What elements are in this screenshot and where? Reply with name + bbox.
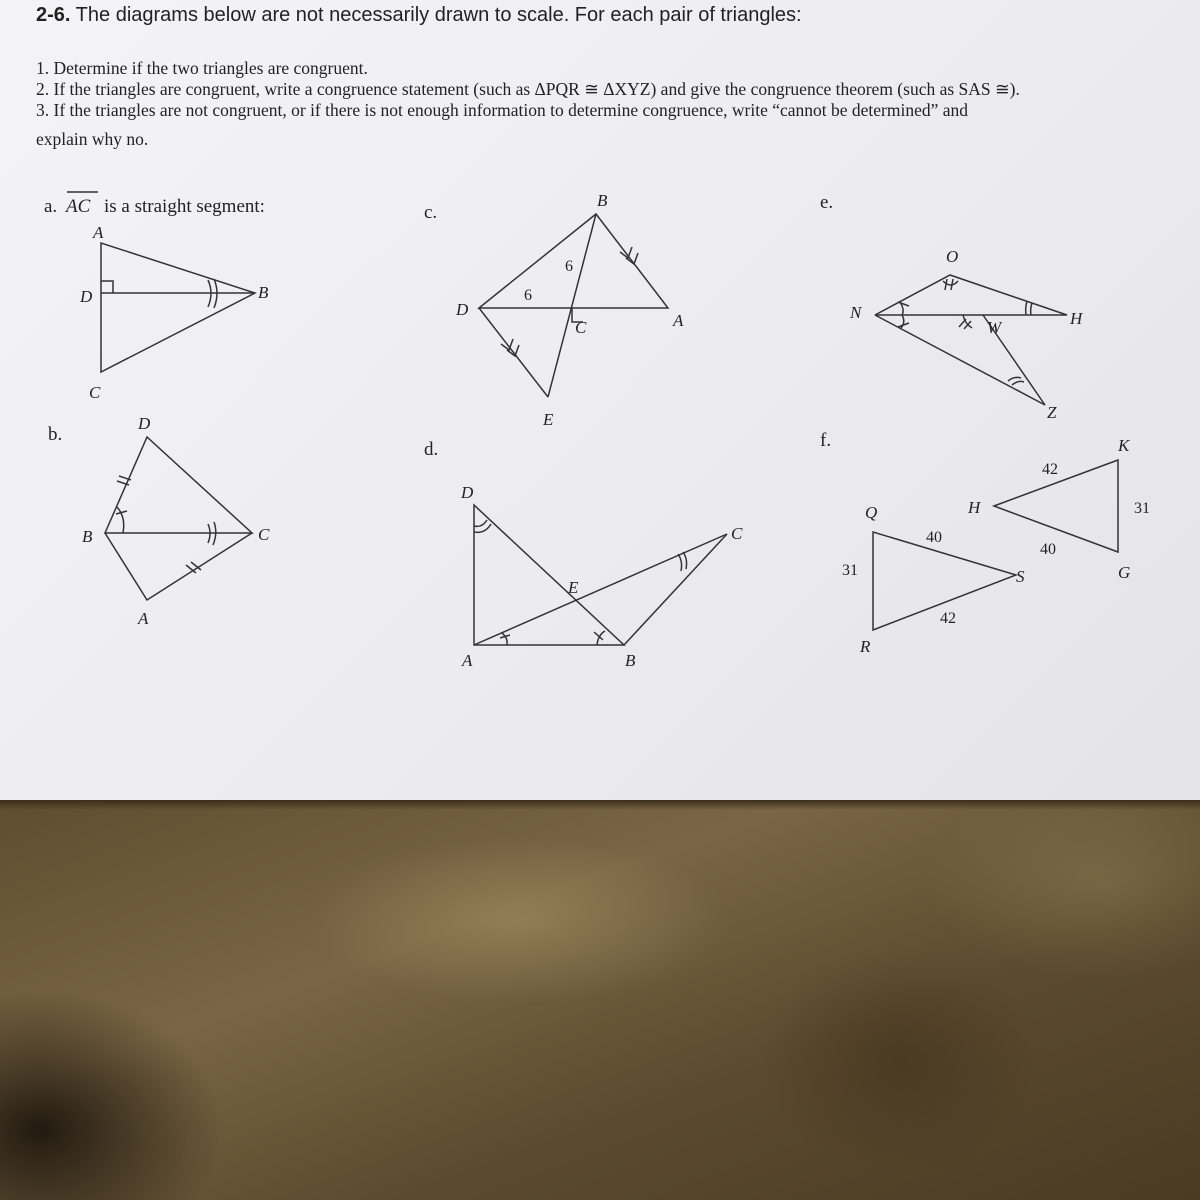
angle-arc-dbc: [117, 507, 124, 533]
length-qr: 31: [842, 562, 858, 579]
label-d: d.: [424, 439, 439, 460]
length-dc: 6: [524, 287, 532, 304]
vertex-n: N: [850, 303, 862, 322]
label-e: e.: [820, 192, 834, 213]
segment-bc: [624, 534, 727, 645]
vertex-c: C: [731, 524, 743, 543]
instruction-3: 3. If the triangles are not congruent, or if there is not enough information to determine congruence, write “cannot be determined” and: [36, 100, 969, 120]
vertex-w: W: [987, 318, 1002, 337]
vertex-z: Z: [1047, 403, 1057, 422]
vertex-d: D: [456, 300, 469, 319]
length-rs: 42: [940, 610, 956, 627]
problem-number: 2-6.: [36, 4, 71, 26]
triangle-abc: [101, 243, 255, 372]
instruction-1: 1. Determine if the two triangles are congruent.: [36, 58, 368, 78]
diagram-e: [820, 192, 1084, 422]
triangle-nzw: [875, 315, 1045, 405]
length-hg: 40: [1040, 541, 1056, 558]
countertop-background: [0, 800, 1200, 1200]
angle-arc-z-2: [1012, 381, 1024, 385]
vertex-d: D: [80, 287, 93, 306]
vertex-a: A: [138, 609, 149, 628]
angle-arc-d-1: [474, 520, 487, 526]
vertex-o: O: [946, 247, 959, 266]
label-a: a.: [44, 196, 58, 217]
vertex-e: E: [543, 410, 554, 429]
segment-name: AC: [66, 196, 91, 217]
length-hk: 42: [1042, 461, 1058, 478]
vertex-d: D: [461, 483, 474, 502]
vertex-a: A: [93, 223, 104, 242]
vertex-b: B: [625, 651, 636, 670]
vertex-g: G: [1118, 563, 1131, 582]
paper-shadow: [0, 800, 1200, 810]
vertex-r: R: [860, 637, 871, 656]
vertex-k: K: [1118, 436, 1130, 455]
vertex-a: A: [462, 651, 473, 670]
diagram-c: [424, 191, 684, 429]
angle-arc-z-1: [1008, 377, 1021, 381]
angle-arc-h-1: [1026, 301, 1027, 315]
vertex-b: B: [597, 191, 608, 210]
length-bc: 6: [565, 258, 573, 275]
triangle-dab: [474, 505, 624, 645]
vertex-s: S: [1016, 567, 1025, 586]
angle-arc-o: [943, 281, 958, 285]
vertex-h: H: [1070, 309, 1083, 328]
triangle-noh: [875, 275, 1067, 315]
label-b: b.: [48, 424, 63, 445]
segment-de: [479, 308, 548, 397]
right-angle-mark: [101, 281, 113, 293]
label-f: f.: [820, 430, 832, 451]
angle-tick-o-2: [951, 279, 953, 290]
angle-tick-n-1: [898, 302, 909, 306]
problem-title: The diagrams below are not necessarily drawn to scale. For each pair of triangles:: [75, 4, 802, 26]
angle-arc-c-2: [678, 554, 682, 571]
segment-be: [548, 214, 596, 397]
diagram-b: [48, 414, 270, 628]
vertex-e: E: [568, 578, 579, 597]
triangle-bac: [105, 533, 252, 600]
length-qs: 40: [926, 529, 942, 546]
vertex-b: B: [258, 283, 269, 302]
vertex-b: B: [82, 527, 93, 546]
vertex-h: H: [968, 498, 981, 517]
vertex-a: A: [673, 311, 684, 330]
diagram-a: [44, 192, 269, 402]
diagram-f: [820, 430, 1150, 656]
vertex-q: Q: [865, 503, 878, 522]
vertex-d: D: [138, 414, 151, 433]
angle-arc-c-1: [683, 552, 687, 569]
angle-arc-h-2: [1031, 303, 1032, 315]
instruction-2: 2. If the triangles are congruent, write a congruence statement (such as ΔPQR ≅ ΔXYZ) and give the congruence theorem (such as SAS ≅).: [36, 79, 1020, 99]
segment-caption: is a straight segment:: [104, 196, 265, 217]
vertex-c: C: [89, 383, 101, 402]
instruction-3-continued: explain why no.: [36, 129, 149, 149]
vertex-c: C: [258, 525, 270, 544]
label-c: c.: [424, 202, 438, 223]
length-kg: 31: [1134, 500, 1150, 517]
angle-tick-w-1: [959, 319, 966, 327]
angle-arc-a: [502, 633, 507, 645]
vertex-c: C: [575, 318, 587, 337]
diagram-d: [424, 439, 743, 670]
angle-tick-o-1: [945, 279, 947, 290]
segment-ac: [474, 534, 727, 645]
triangle-bda: [479, 214, 668, 308]
